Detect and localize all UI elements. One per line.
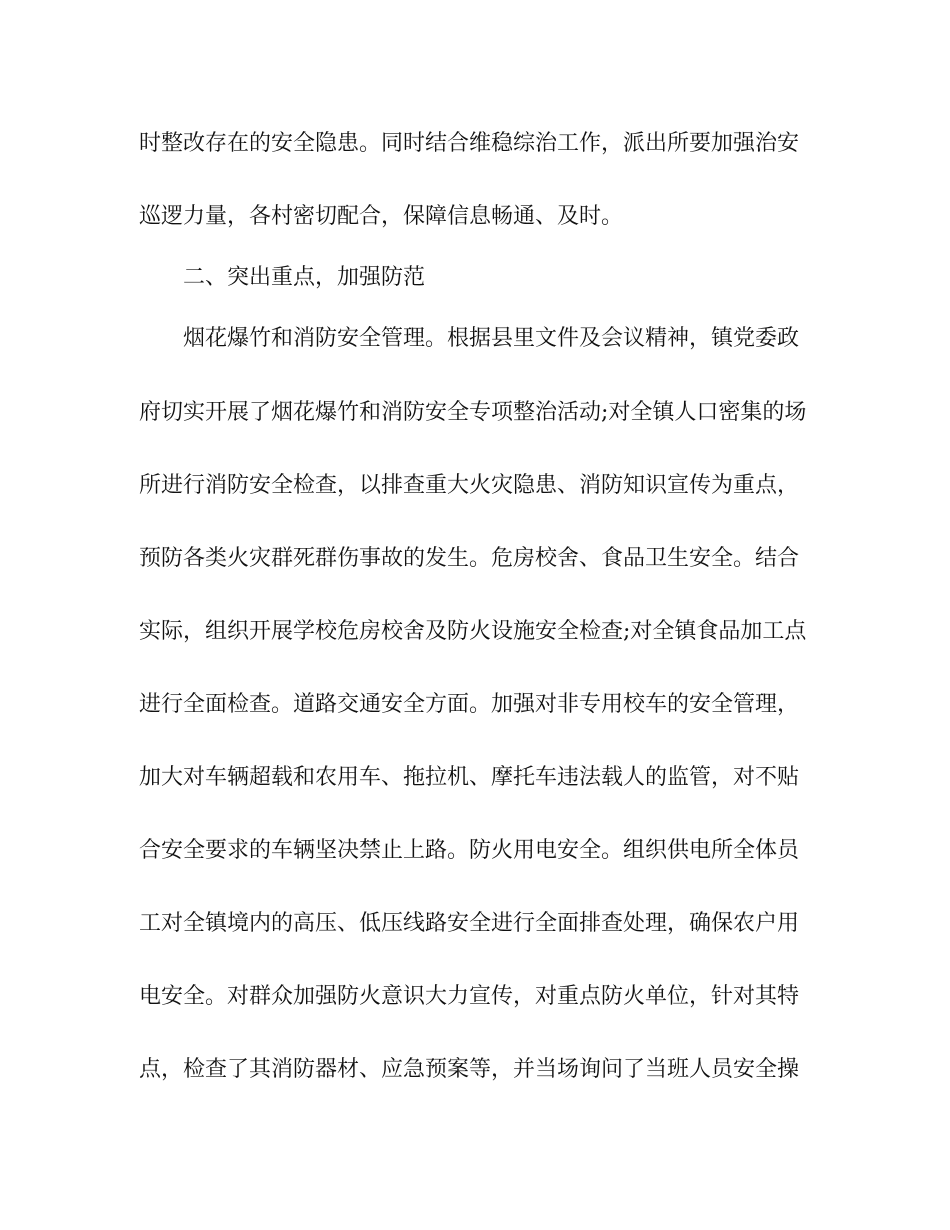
text-line: 实际，组织开展学校危房校舍及防火设施安全检查;对全镇食品加工点: [139, 619, 807, 644]
text-line: 电安全。对群众加强防火意识大力宣传，对重点防火单位，针对其特: [139, 984, 800, 1009]
text-line: 府切实开展了烟花爆竹和消防安全专项整治活动;对全镇人口密集的场: [139, 400, 807, 425]
text-line: 所进行消防安全检查，以排查重大火灾隐患、消防知识宣传为重点，: [139, 473, 800, 498]
text-line: 工对全镇境内的高压、低压线路安全进行全面排查处理，确保农户用: [139, 911, 800, 936]
text-line: 点，检查了其消防器材、应急预案等，并当场询问了当班人员安全操: [139, 1057, 800, 1082]
section-heading: 二、突出重点，加强防范: [183, 265, 426, 290]
text-line: 合安全要求的车辆坚决禁止上路。防火用电安全。组织供电所全体员: [139, 838, 800, 863]
text-line: 进行全面检查。道路交通安全方面。加强对非专用校车的安全管理，: [139, 692, 800, 717]
text-line: 预防各类火灾群死群伤事故的发生。危房校舍、食品卫生安全。结合: [139, 546, 800, 571]
text-line: 烟花爆竹和消防安全管理。根据县里文件及会议精神，镇党委政: [183, 326, 800, 351]
text-line: 巡逻力量，各村密切配合，保障信息畅通、及时。: [139, 204, 624, 229]
text-line: 时整改存在的安全隐患。同时结合维稳综治工作，派出所要加强治安: [139, 131, 800, 156]
text-line: 加大对车辆超载和农用车、拖拉机、摩托车违法载人的监管，对不贴: [139, 765, 800, 790]
